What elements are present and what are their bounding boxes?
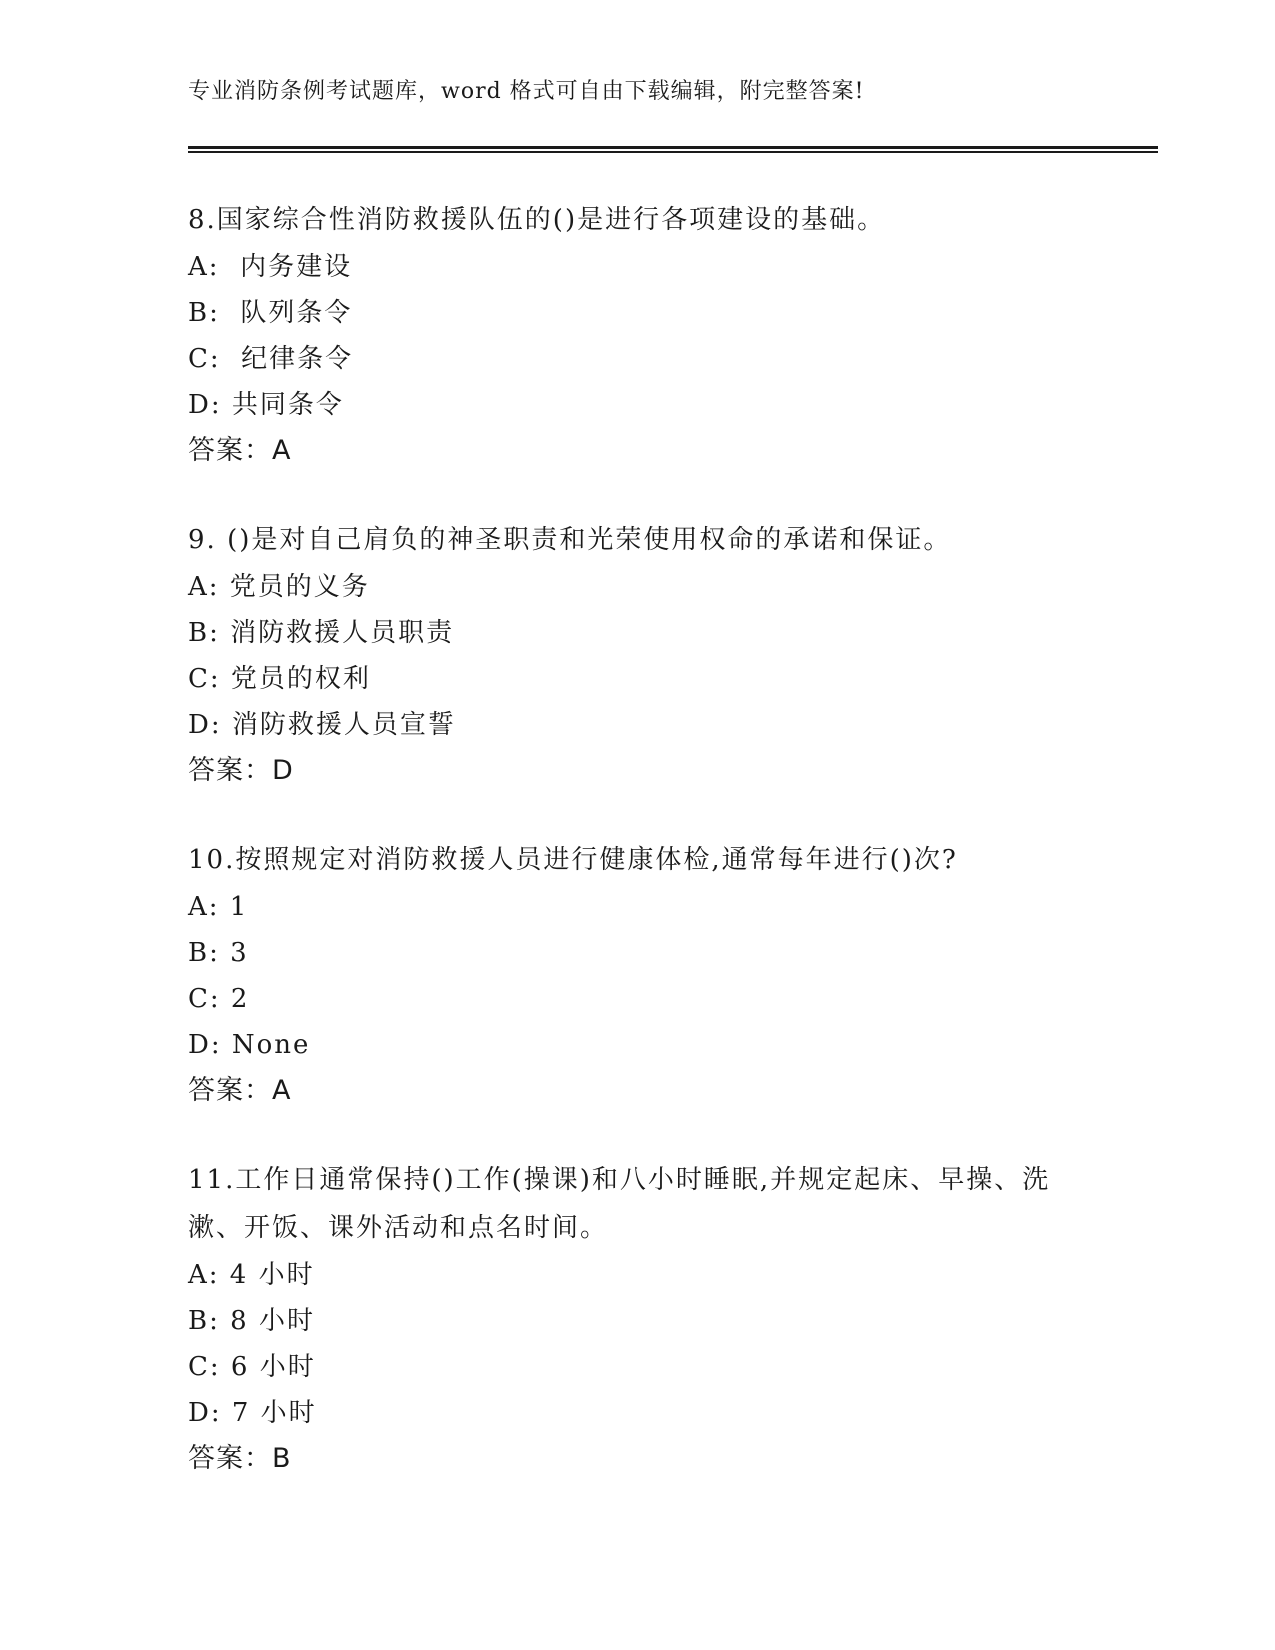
question-10: [188, 836, 1088, 1114]
header-divider: [188, 146, 1158, 153]
option-d: D: 7 小时: [188, 1398, 317, 1428]
option-c: C: 党员的权利: [188, 664, 371, 694]
option-b: B: 消防救援人员职责: [188, 618, 455, 648]
question-stem: 9. ()是对自己肩负的神圣职责和光荣使用权命的承诺和保证。: [188, 525, 952, 555]
option-d: D: None: [188, 1030, 311, 1060]
option-d: D: 共同条令: [188, 390, 344, 420]
option-b: B: 8 小时: [188, 1306, 315, 1336]
option-c: C: 6 小时: [188, 1352, 316, 1382]
option-d: D: 消防救援人员宣誓: [188, 710, 456, 740]
question-stem: 10.按照规定对消防救援人员进行健康体检,通常每年进行()次?: [188, 845, 958, 875]
option-b: B: 队列条令: [188, 298, 353, 328]
answer: 答案：B: [188, 1443, 292, 1474]
option-c: C: 纪律条令: [188, 344, 354, 374]
option-a: A: 4 小时: [188, 1260, 315, 1290]
option-c: C: 2: [188, 984, 250, 1014]
question-8: [188, 196, 1088, 474]
option-a: A: 1: [188, 892, 249, 922]
option-a: A: 党员的义务: [188, 572, 370, 602]
option-a: A: 内务建设: [188, 252, 353, 282]
answer: 答案：D: [188, 755, 294, 786]
question-stem: 8.国家综合性消防救援队伍的()是进行各项建设的基础。: [188, 205, 886, 235]
answer: 答案：A: [188, 1075, 292, 1106]
page-header: 专业消防条例考试题库，word 格式可自由下载编辑，附完整答案!: [188, 79, 865, 104]
answer: 答案：A: [188, 435, 292, 466]
question-9: [188, 516, 1088, 794]
question-11: [188, 1156, 1088, 1482]
option-b: B: 3: [188, 938, 249, 968]
question-stem: 11.工作日通常保持()工作(操课)和八小时睡眠,并规定起床、早操、洗漱、开饭、课外活动和点名时间。: [188, 1165, 1051, 1243]
